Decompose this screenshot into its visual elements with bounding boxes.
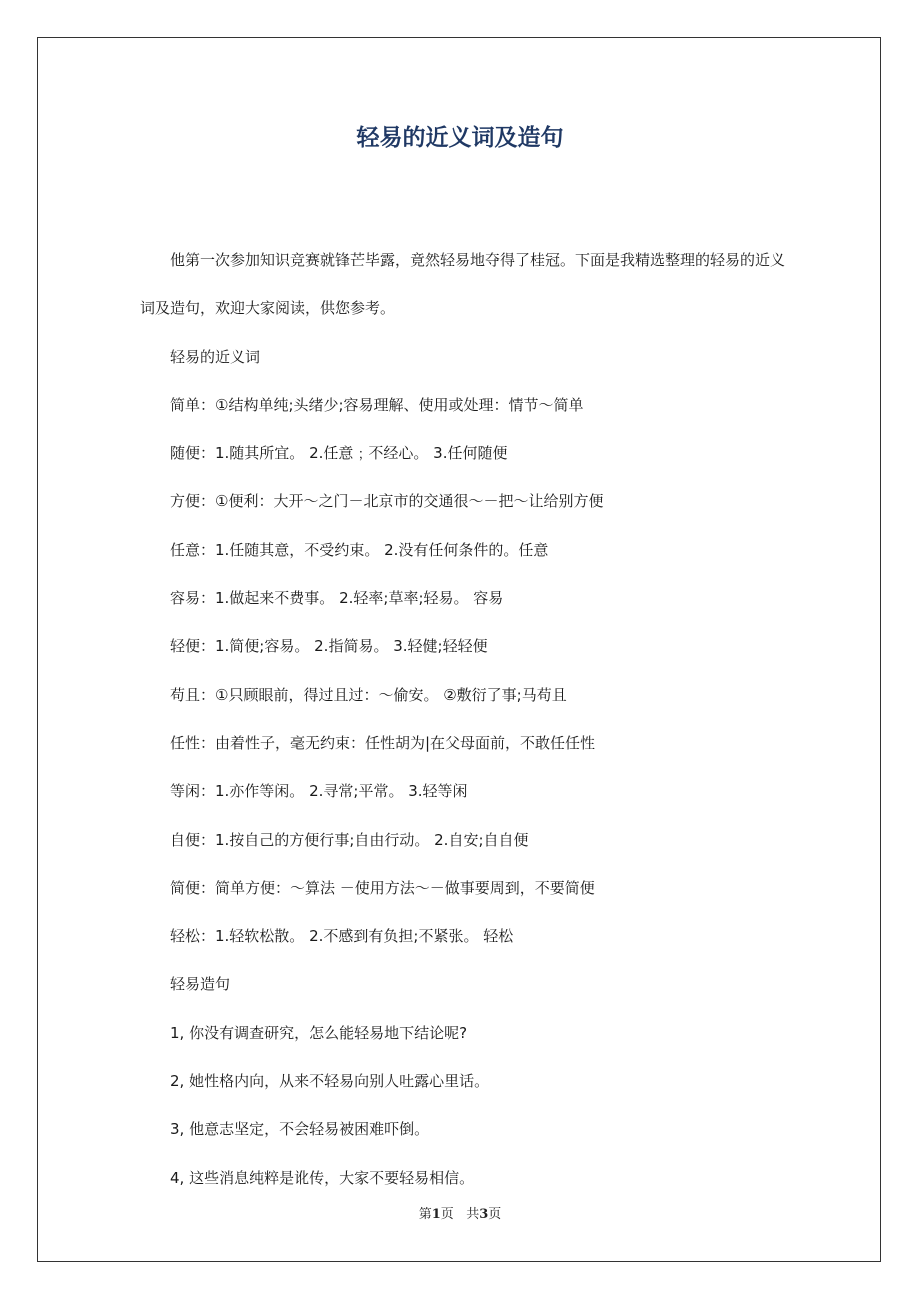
footer-page-word: 页 xyxy=(440,1207,454,1222)
synonym-entry: 任意：1.任随其意，不受约束。 2.没有任何条件的。任意 xyxy=(170,540,549,559)
synonym-entry: 方便：①便利：大开～之门－北京市的交通很～－把～让给别方便 xyxy=(170,492,604,511)
intro-paragraph: 他第一次参加知识竞赛就锋芒毕露，竟然轻易地夺得了桂冠。下面是我精选整理的轻易的近义词及造句，欢迎大家阅读，供您参考。 xyxy=(140,251,786,318)
example-sentence: 4, 这些消息纯粹是讹传，大家不要轻易相信。 xyxy=(170,1168,475,1187)
current-page-number: 1 xyxy=(431,1207,441,1222)
footer-total-prefix: 共 xyxy=(466,1207,480,1222)
synonym-entry: 等闲：1.亦作等闲。 2.寻常;平常。 3.轻等闲 xyxy=(170,782,468,801)
synonym-entry: 任性：由着性子，毫无约束：任性胡为|在父母面前，不敢任任性 xyxy=(170,733,596,752)
synonym-entry: 轻便：1.简便;容易。 2.指简易。 3.轻健;轻轻便 xyxy=(170,637,488,656)
synonym-entry: 轻松：1.轻软松散。 2.不感到有负担;不紧张。 轻松 xyxy=(170,927,514,946)
document-title: 轻易的近义词及造句 xyxy=(356,125,564,151)
footer-total-suffix: 页 xyxy=(488,1207,502,1222)
example-sentence: 2, 她性格内向，从来不轻易向别人吐露心里话。 xyxy=(170,1072,490,1091)
synonym-entry: 苟且：①只顾眼前，得过且过：～偷安。 ②敷衍了事;马苟且 xyxy=(170,685,567,704)
synonym-entry: 简单：①结构单纯;头绪少;容易理解、使用或处理：情节～简单 xyxy=(170,395,584,414)
example-sentence: 1, 你没有调查研究，怎么能轻易地下结论呢? xyxy=(170,1023,468,1042)
section-heading-sentences: 轻易造句 xyxy=(170,975,231,994)
section-heading-synonyms: 轻易的近义词 xyxy=(170,347,261,366)
footer-prefix: 第 xyxy=(418,1207,432,1222)
page-footer xyxy=(0,1205,920,1225)
synonym-entry: 自便：1.按自己的方便行事;自由行动。 2.自安;自自便 xyxy=(170,830,529,849)
total-page-number: 3 xyxy=(479,1207,489,1222)
example-sentence: 3, 他意志坚定，不会轻易被困难吓倒。 xyxy=(170,1120,430,1139)
document-body xyxy=(140,236,790,1202)
synonym-entry: 简便：简单方便：～算法 －使用方法～－做事要周到，不要简便 xyxy=(170,878,595,897)
synonym-entry: 容易：1.做起来不费事。 2.轻率;草率;轻易。 容易 xyxy=(170,589,504,608)
synonym-entry: 随便：1.随其所宜。 2.任意﹔不经心。 3.任何随便 xyxy=(170,444,508,463)
